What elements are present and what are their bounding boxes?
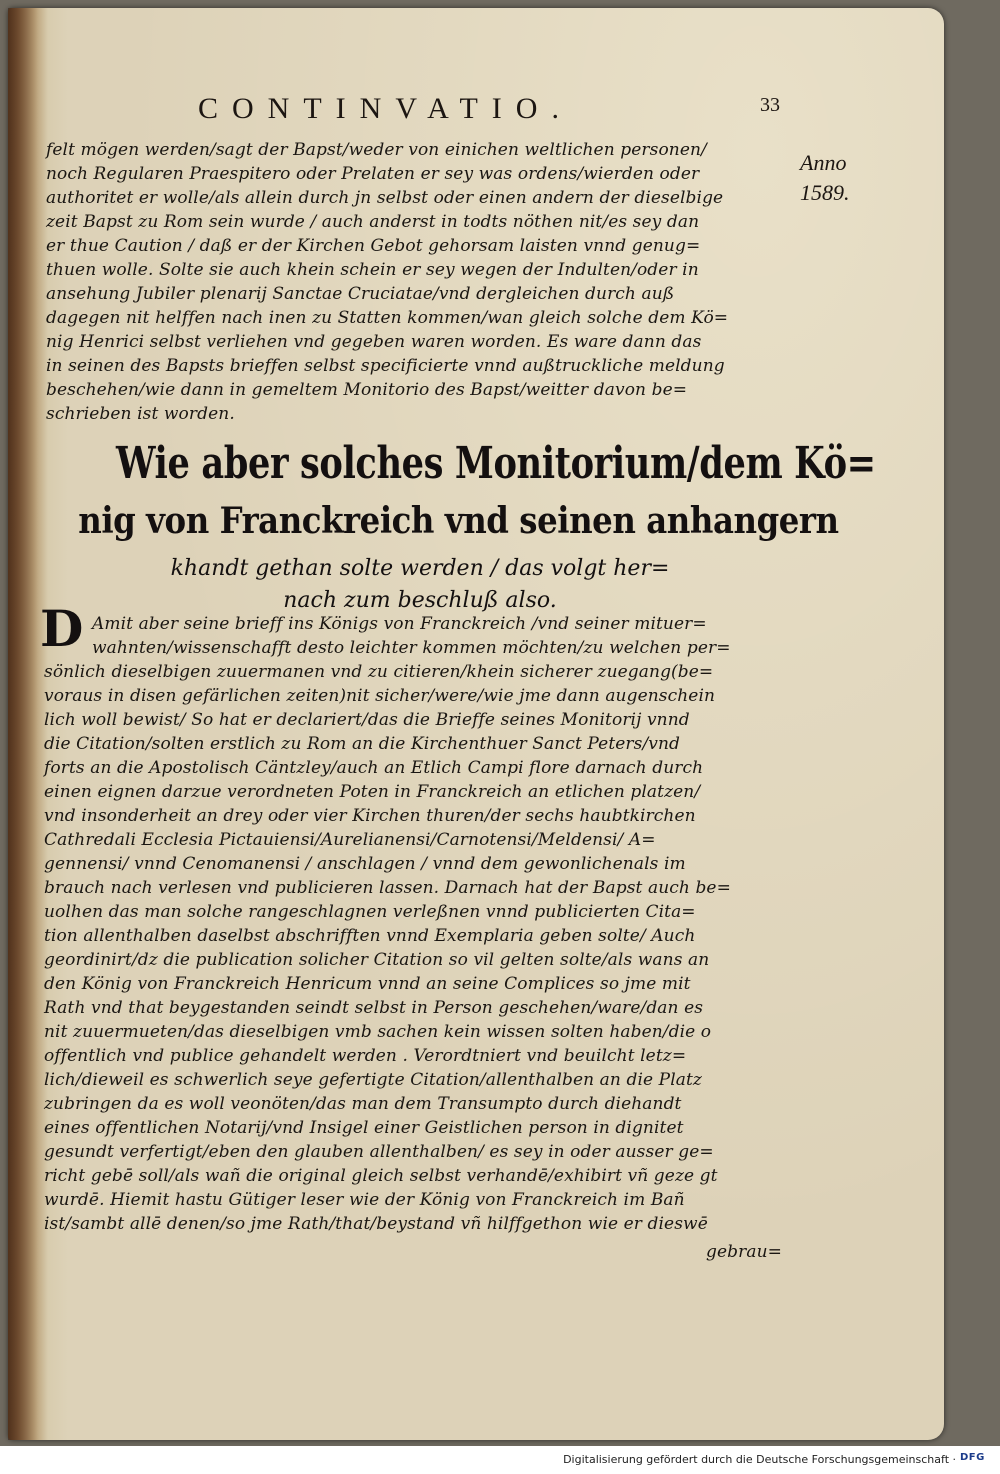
funding-credit: Digitalisierung gefördert durch die Deutsche Forschungsgemeinschaft ·: [563, 1453, 956, 1466]
footer-bar: [0, 1446, 1000, 1474]
text-line: felt mögen werden/sagt der Bapst/weder von einichen weltlichen personen/: [46, 140, 707, 160]
running-head: CONTINVATIO.: [198, 92, 573, 125]
book-spine-shadow: [8, 8, 38, 1440]
text-line: lich/dieweil es schwerlich seye gefertigte Citation/allenthalben an die Platz: [44, 1070, 702, 1090]
text-line: sönlich dieselbigen zuuermanen vnd zu citieren/khein sicherer zuegang(be=: [44, 662, 714, 682]
catchword: gebrau=: [706, 1242, 782, 1262]
text-line: zubringen da es woll veonöten/das man dem Transumpto durch diehandt: [44, 1094, 682, 1114]
drop-capital: D: [40, 599, 84, 658]
text-line: in seinen des Bapsts brieffen selbst specificierte vnnd außtruckliche meldung: [46, 356, 725, 376]
text-line: nit zuuermueten/das dieselbigen vmb sachen kein wissen solten haben/die o: [44, 1022, 712, 1042]
text-line: schrieben ist worden.: [46, 404, 235, 424]
margin-note-line: 1589.: [800, 180, 850, 205]
text-line: den König von Franckreich Henricum vnnd an seine Complices so jme mit: [44, 974, 691, 994]
heading-line: nig von Franckreich vnd seinen anhangern: [78, 500, 839, 542]
text-line: wahnten/wissenschafft desto leichter kommen möchten/zu welchen per=: [92, 638, 731, 658]
text-line: lich woll bewist/ So hat er declariert/das die Brieffe seines Monitorij vnnd: [44, 710, 690, 730]
text-line: thuen wolle. Solte sie auch khein schein er sey wegen der Indulten/oder in: [46, 260, 699, 280]
heading-line: khandt gethan solte werden / das volgt her=: [170, 556, 670, 581]
text-line: Cathredali Ecclesia Pictauiensi/Aurelianensi/Carnotensi/Meldensi/ A=: [44, 830, 656, 850]
dfg-logo: DFG: [960, 1452, 985, 1463]
text-line: forts an die Apostolisch Cäntzley/auch an Etlich Campi flore darnach durch: [44, 758, 704, 778]
margin-note: [800, 148, 890, 208]
text-line: geordinirt/dz die publication solicher Citation so vil gelten solte/als wans an: [44, 950, 710, 970]
text-line: eines offentlichen Notarij/vnd Insigel einer Geistlichen person in dignitet: [44, 1118, 684, 1138]
text-line: richt gebē soll/als wañ die original gleich selbst verhandē/exhibirt vñ geze gt: [44, 1166, 718, 1186]
margin-note-line: Anno: [800, 150, 847, 175]
text-line: ansehung Jubiler plenarij Sanctae Cruciatae/vnd dergleichen durch auß: [46, 284, 675, 304]
text-line: wurdē. Hiemit hastu Gütiger leser wie der König von Franckreich im Bañ: [44, 1190, 685, 1210]
text-line: authoritet er wolle/als allein durch jn selbst oder einen andern der dieselbige: [46, 188, 724, 208]
text-line: brauch nach verlesen vnd publicieren lassen. Darnach hat der Bapst auch be=: [44, 878, 731, 898]
text-line: Amit aber seine brieff ins Königs von Franckreich /vnd seiner mituer=: [92, 614, 707, 634]
text-line: beschehen/wie dann in gemeltem Monitorio des Bapst/weitter davon be=: [46, 380, 688, 400]
text-line: nig Henrici selbst verliehen vnd gegeben waren worden. Es ware dann das: [46, 332, 702, 352]
text-line: gennensi/ vnnd Cenomanensi / anschlagen / vnnd dem gewonlichenals im: [44, 854, 686, 874]
text-line: ist/sambt allē denen/so jme Rath/that/beystand vñ hilffgethon wie er dieswē: [44, 1214, 708, 1234]
text-line: vnd insonderheit an drey oder vier Kirchen thuren/der sechs haubtkirchen: [44, 806, 696, 826]
text-line: einen eignen darzue verordneten Poten in Franckreich an etlichen platzen/: [44, 782, 701, 802]
heading-line: nach zum beschluß also.: [283, 588, 557, 613]
text-line: gesundt verfertigt/eben den glauben allenthalben/ es sey in oder ausser ge=: [44, 1142, 714, 1162]
text-line: zeit Bapst zu Rom sein wurde / auch anderst in todts nöthen nit/es sey dan: [46, 212, 700, 232]
heading-line: Wie aber solches Monitorium/dem Kö=: [116, 438, 876, 489]
text-line: dagegen nit helffen nach inen zu Statten kommen/wan gleich solche dem Kö=: [46, 308, 729, 328]
text-line: noch Regularen Praespitero oder Prelaten er sey was ordens/wierden oder: [46, 164, 700, 184]
text-line: er thue Caution / daß er der Kirchen Gebot gehorsam laisten vnnd genug=: [46, 236, 701, 256]
text-line: uolhen das man solche rangeschlagnen verleßnen vnnd publicierten Cita=: [44, 902, 696, 922]
folio-number: 33: [760, 94, 780, 116]
text-line: die Citation/solten erstlich zu Rom an die Kirchenthuer Sanct Peters/vnd: [44, 734, 681, 754]
text-line: offentlich vnd publice gehandelt werden . Verordtniert vnd beuilcht letz=: [44, 1046, 687, 1066]
text-line: Rath vnd that beygestanden seindt selbst in Person geschehen/ware/dan es: [44, 998, 704, 1018]
text-line: tion allenthalben daselbst abschrifften vnnd Exemplaria geben solte/ Auch: [44, 926, 696, 946]
text-line: voraus in disen gefärlichen zeiten)nit sicher/were/wie jme dann augenschein: [44, 686, 716, 706]
